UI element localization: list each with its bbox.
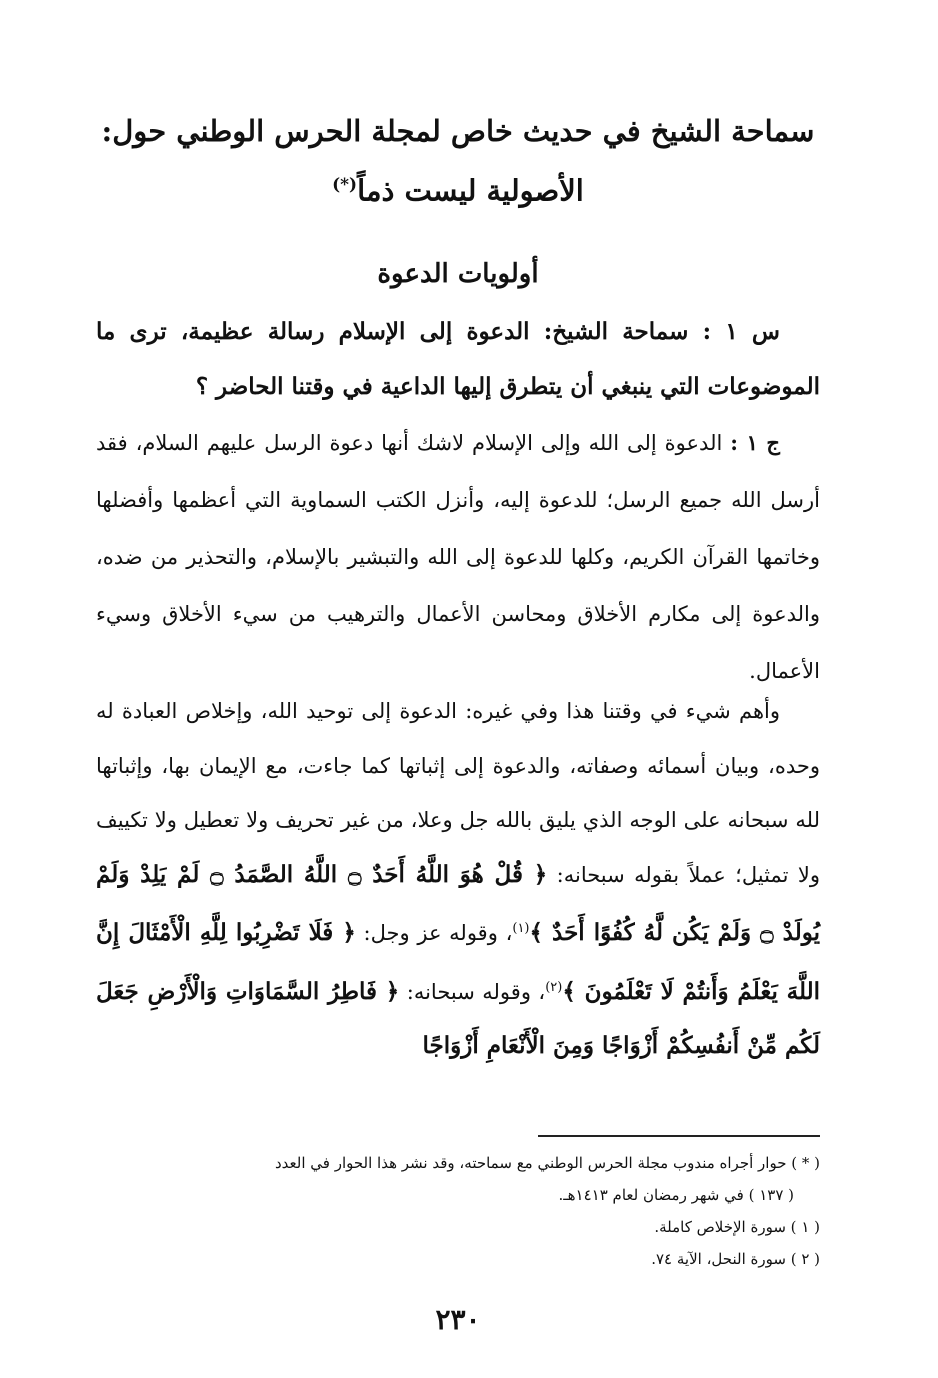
- answer-paragraph: [96, 414, 820, 700]
- quran-verse-1: ﴿ قُلْ هُوَ اللَّهُ أَحَدٌ ۝ اللَّهُ الصَّمَدُ ۝ لَمْ يَلِدْ وَلَمْ يُولَدْ ۝ وَلَمْ يَكُن لَّهُ كُفُوًا أَحَدٌ ﴾: [96, 860, 821, 946]
- paragraph-intro: وأهم شيء في وقتنا هذا وفي غيره: الدعوة إلى توحيد الله، وإخلاص العبادة له وحده، وبيان أسمائه وصفاته، والدعوة إلى إثباتها كما جاءت، مع الإيمان بها، وإثباتها لله سبحانه على الوجه الذي يليق بالله جل وعلا، من غير تحريف ولا تعطيل ولا تكييف ولا تمثيل؛ عملاً بقوله سبحانه:: [96, 699, 820, 887]
- question-text: سماحة الشيخ: الدعوة إلى الإسلام رسالة عظيمة، ترى ما الموضوعات التي ينبغي أن يتطرق إليها الداعية في وقتنا الحاضر ؟: [96, 318, 820, 400]
- title-line-2: [96, 158, 820, 218]
- title-line-1: سماحة الشيخ في حديث خاص لمجلة الحرس الوطني حول:: [101, 114, 815, 148]
- footnote-item: ( * ) حوار أجراه مندوب مجلة الحرس الوطني مع سماحته، وقد نشر هذا الحوار في العدد: [274, 1154, 820, 1172]
- footnote-item: ( ٢ ) سورة النحل، الآية ٧٤.: [651, 1250, 820, 1268]
- document-page: [96, 0, 820, 1378]
- quran-verse-2: ﴿ فَلَا تَضْرِبُوا لِلَّهِ الْأَمْثَالَ إِنَّ اللَّهَ يَعْلَمُ وَأَنتُمْ لَا تَعْلَمُونَ ﴾: [96, 919, 820, 1005]
- footnotes: [96, 1147, 820, 1275]
- question-label: س ١ :: [702, 318, 780, 345]
- connector-1: ، وقوله عز وجل:: [363, 921, 513, 945]
- answer-text: الدعوة إلى الله وإلى الإسلام لاشك أنها دعوة الرسل عليهم السلام، فقد أرسل الله جميع الرسل؛ للدعوة إليه، وأنزل الكتب السماوية التي أعظمها وأفضلها وخاتمها القرآن الكريم، وكلها للدعوة إلى الله والتبشير بالإسلام، والتحذير من ضده، والدعوة إلى مكارم الأخلاق ومحاسن الأعمال والترهيب من سيء الأخلاق وسيء الأعمال.: [96, 431, 820, 683]
- footnote-ref-2: (٢): [545, 979, 563, 995]
- body-paragraph: [96, 684, 820, 1074]
- title-footnote-marker: (*): [332, 175, 358, 195]
- question-paragraph: [96, 304, 820, 414]
- quran-verse-3: ﴿ فَاطِرُ السَّمَاوَاتِ وَالْأَرْضِ جَعَلَ لَكُم مِّنْ أَنفُسِكُمْ أَزْوَاجًا وَمِنَ الْأَنْعَامِ أَزْوَاجًا: [96, 977, 820, 1059]
- page-number: ٢٣٠: [435, 1303, 481, 1336]
- connector-2: ، وقوله سبحانه:: [406, 979, 546, 1004]
- answer-label: ج ١ :: [730, 430, 780, 455]
- footnote-item: ( ١ ) سورة الإخلاص كاملة.: [654, 1218, 820, 1236]
- title-subtitle: الأصولية ليست ذماً: [357, 173, 584, 208]
- section-heading: أولويات الدعوة: [377, 259, 539, 289]
- footnote-divider: [538, 1135, 820, 1137]
- footnote-ref-1: (١): [512, 921, 530, 936]
- footnote-item: ( ١٣٧ ) في شهر رمضان لعام ١٤١٣هـ.: [558, 1186, 794, 1204]
- article-title: [96, 104, 820, 218]
